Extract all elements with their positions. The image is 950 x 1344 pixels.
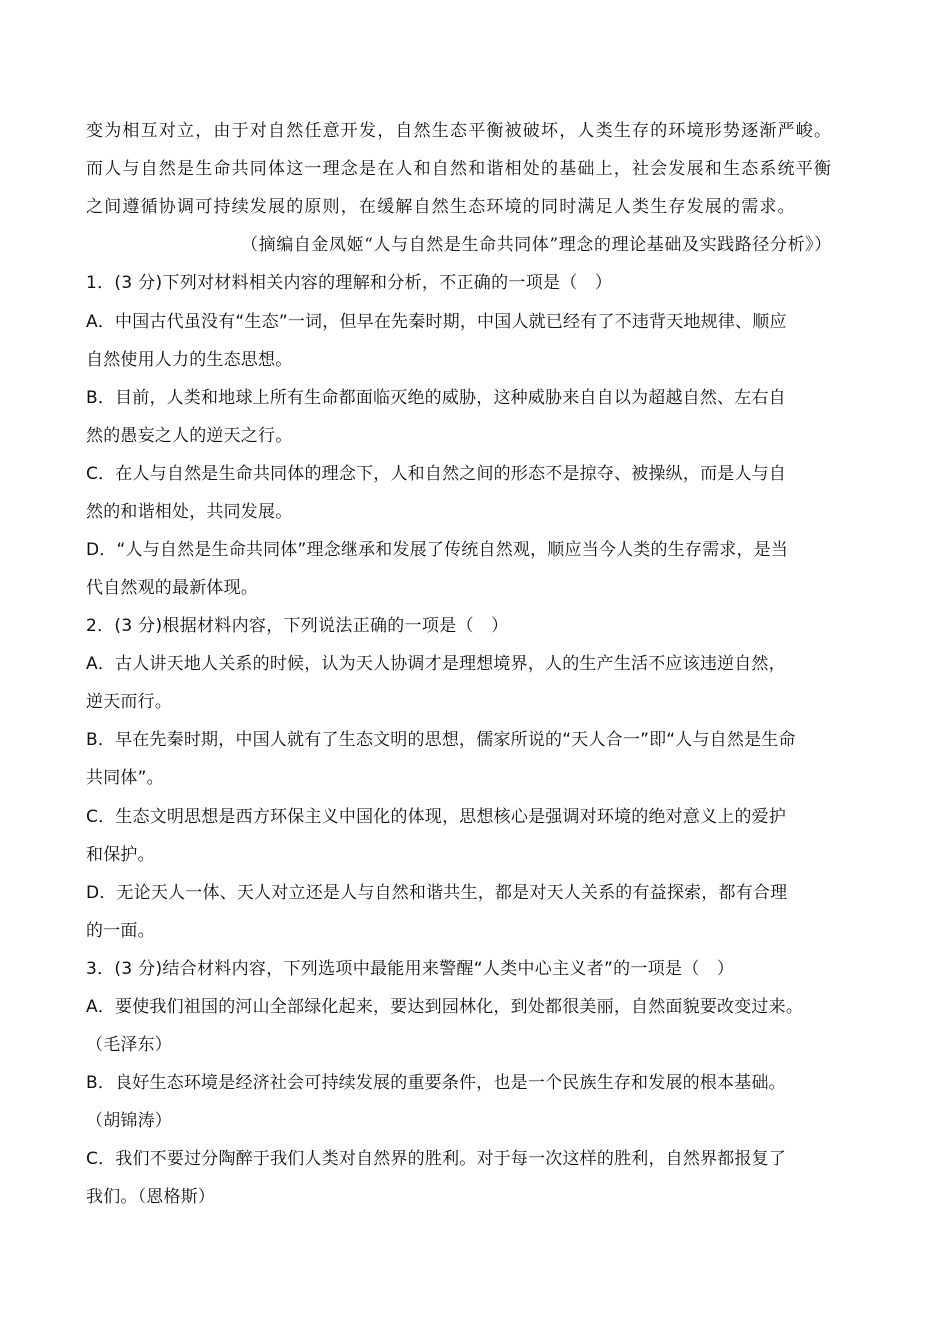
passage-line: 之间遵循协调可持续发展的原则，在缓解自然生态环境的同时满足人类生存发展的需求。: [86, 197, 796, 217]
question-1-option-b-cont: 然的愚妄之人的逆天之行。: [86, 426, 293, 446]
question-2-option-c-cont: 和保护。: [86, 845, 155, 865]
question-1-option-c-cont: 然的和谐相处，共同发展。: [86, 502, 293, 522]
question-3-option-a: A．要使我们祖国的河山全部绿化起来，要达到园林化，到处都很美丽，自然面貌要改变过来。: [86, 997, 804, 1017]
question-2-option-d: D．无论天人一体、天人对立还是人与自然和谐共生，都是对天人关系的有益探索，都有合理: [86, 883, 788, 903]
question-2-option-a: A．古人讲天地人关系的时候，认为天人协调才是理想境界，人的生产生活不应该违逆自然，: [86, 654, 786, 674]
question-1-option-a: A．中国古代虽没有“生态”一词，但早在先秦时期，中国人就已经有了不违背天地规律、顺应: [86, 312, 787, 332]
question-3-option-b: B．良好生态环境是经济社会可持续发展的重要条件，也是一个民族生存和发展的根本基础。: [86, 1073, 786, 1093]
question-2-option-c: C．生态文明思想是西方环保主义中国化的体现，思想核心是强调对环境的绝对意义上的爱护: [86, 807, 787, 827]
question-2-stem: 2．(3 分)根据材料内容，下列说法正确的一项是（ ）: [86, 616, 509, 636]
question-1-option-a-cont: 自然使用人力的生态思想。: [86, 350, 293, 370]
question-3-option-a-cont: （毛泽东）: [86, 1035, 172, 1055]
passage-line: 而人与自然是生命共同体这一理念是在人和自然和谐相处的基础上，社会发展和生态系统平衡: [86, 159, 833, 179]
question-2-option-b-cont: 共同体”。: [86, 768, 164, 788]
question-3-option-c: C．我们不要过分陶醉于我们人类对自然界的胜利。对于每一次这样的胜利，自然界都报复了: [86, 1149, 787, 1169]
question-2-option-b: B．早在先秦时期，中国人就有了生态文明的思想，儒家所说的“天人合一”即“人与自然是生命: [86, 730, 796, 750]
question-1-stem: 1．(3 分)下列对材料相关内容的理解和分析，不正确的一项是（ ）: [86, 273, 613, 293]
question-2-option-a-cont: 逆天而行。: [86, 692, 172, 712]
question-1-option-d-cont: 代自然观的最新体现。: [86, 578, 258, 598]
question-1-option-d: D．“人与自然是生命共同体”理念继承和发展了传统自然观，顺应当今人类的生存需求，是当: [86, 540, 789, 560]
question-2-option-d-cont: 的一面。: [86, 921, 155, 941]
question-1-option-b: B．目前，人类和地球上所有生命都面临灭绝的威胁，这种威胁来自自以为超越自然、左右自: [86, 388, 786, 408]
question-3-option-b-cont: （胡锦涛）: [86, 1111, 172, 1131]
question-3-option-c-cont: 我们。（恩格斯）: [86, 1187, 216, 1207]
question-3-stem: 3．(3 分)结合材料内容，下列选项中最能用来警醒“人类中心主义者”的一项是（ ）: [86, 959, 735, 979]
question-1-option-c: C．在人与自然是生命共同体的理念下，人和自然之间的形态不是掠夺、被操纵，而是人与自: [86, 464, 787, 484]
passage-line: 变为相互对立，由于对自然任意开发，自然生态平衡被破坏，人类生存的环境形势逐渐严峻。: [86, 121, 833, 141]
passage-source: （摘编自金凤姬“人与自然是生命共同体”理念的理论基础及实践路径分析》）: [241, 235, 832, 255]
